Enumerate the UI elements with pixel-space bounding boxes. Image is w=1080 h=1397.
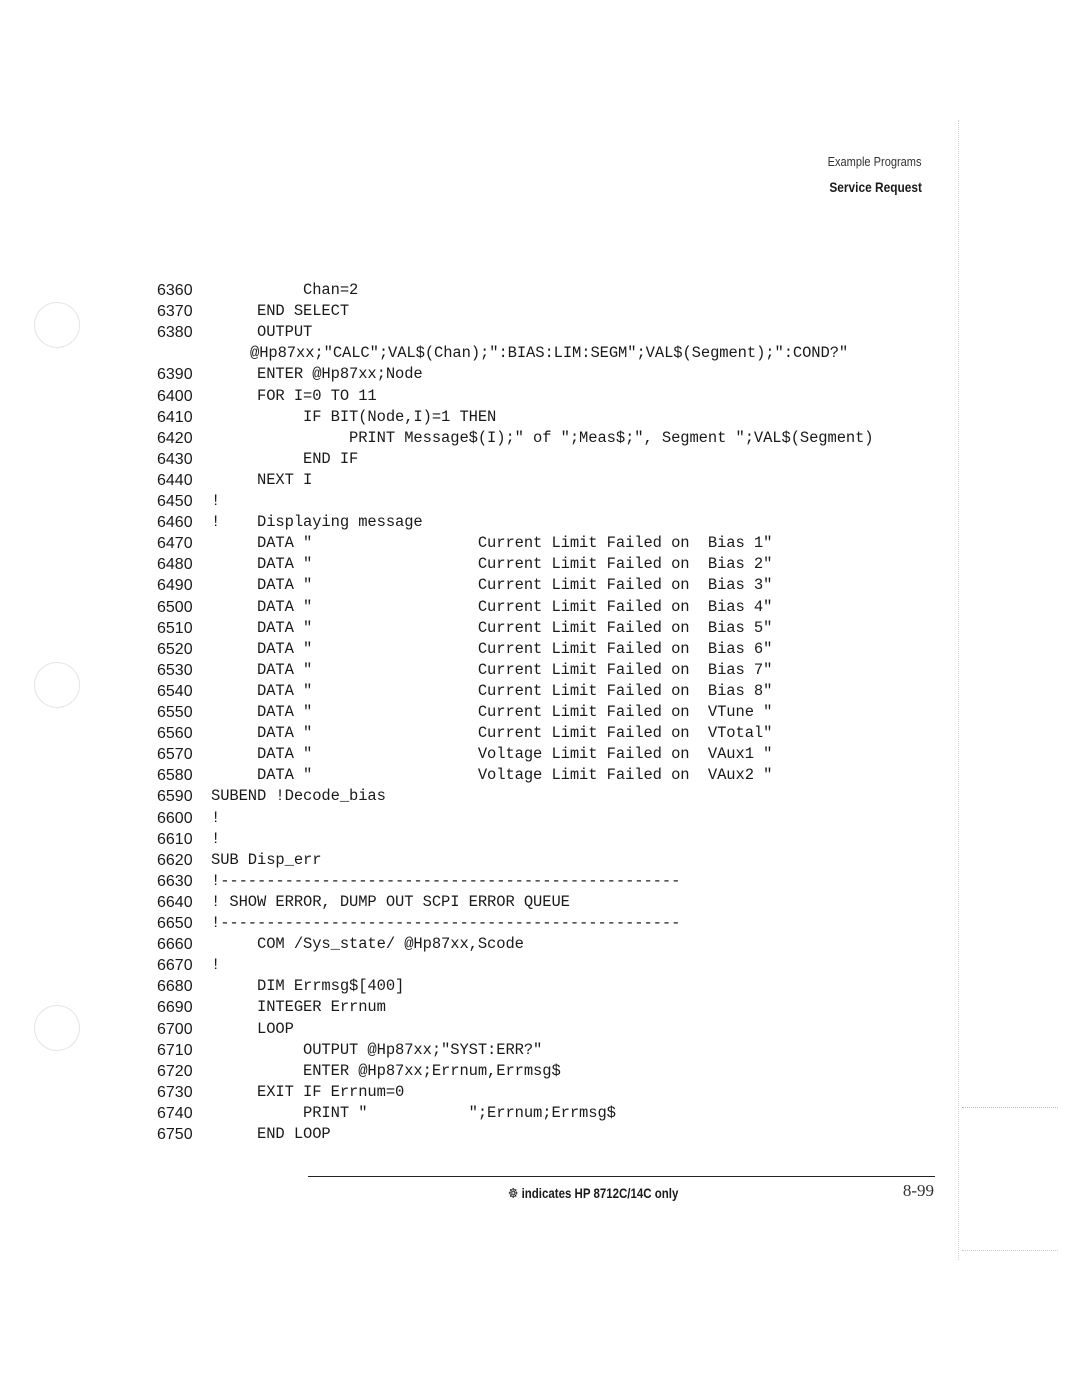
line-number: 6460 <box>157 514 193 532</box>
line-number: 6630 <box>157 872 193 890</box>
footer-note-text: indicates HP 8712C/14C only <box>521 1185 679 1201</box>
code-text: DATA " Voltage Limit Failed on VAux1 " <box>211 745 773 764</box>
footer-rule <box>308 1176 935 1177</box>
line-number: 6410 <box>157 408 193 426</box>
code-text: COM /Sys_state/ @Hp87xx,Scode <box>211 935 524 954</box>
line-number: 6480 <box>157 556 193 574</box>
code-text: ! Displaying message <box>211 513 423 532</box>
code-text: ENTER @Hp87xx;Node <box>211 365 423 384</box>
line-number: 6430 <box>157 450 193 468</box>
code-text: OUTPUT @Hp87xx;"SYST:ERR?" <box>211 1040 543 1059</box>
page-edge-rule <box>958 120 959 1260</box>
line-number: 6710 <box>157 1041 193 1059</box>
code-text: FOR I=0 TO 11 <box>211 386 377 405</box>
code-text: !-------------------------------------------------- <box>211 914 681 932</box>
line-number: 6640 <box>157 893 193 911</box>
hp-8712c-14c-icon: ☸ <box>508 1185 519 1201</box>
code-text: DATA " Current Limit Failed on Bias 6" <box>211 639 773 658</box>
code-text: ! <box>211 492 221 510</box>
punch-hole <box>34 302 80 348</box>
line-number: 6530 <box>157 661 193 679</box>
line-number: 6730 <box>157 1083 193 1101</box>
code-text: PRINT " ";Errnum;Errmsg$ <box>211 1103 616 1122</box>
line-number: 6550 <box>157 704 193 721</box>
code-text: OUTPUT <box>211 323 313 342</box>
line-number: 6590 <box>157 788 193 806</box>
code-text: END IF <box>211 449 359 468</box>
line-number: 6560 <box>157 725 193 743</box>
code-text: ! <box>211 829 221 848</box>
code-text: END LOOP <box>211 1125 331 1143</box>
line-number: 6660 <box>157 936 193 954</box>
code-text: LOOP <box>211 1019 294 1038</box>
punch-hole <box>34 1005 80 1051</box>
line-number: 6490 <box>157 577 193 595</box>
line-number: 6400 <box>157 387 193 405</box>
line-number: 6390 <box>157 366 193 384</box>
line-number: 6520 <box>157 640 193 658</box>
code-text: SUBEND !Decode_bias <box>211 787 386 806</box>
code-text: DATA " Current Limit Failed on VTotal" <box>211 724 773 743</box>
page-number: 8-99 <box>902 1181 934 1200</box>
line-number: 6670 <box>157 957 193 975</box>
line-number: 6600 <box>157 809 193 827</box>
line-number: 6500 <box>157 598 193 616</box>
line-number: 6510 <box>157 619 193 637</box>
line-number: 6690 <box>157 999 193 1017</box>
code-text: DATA " Voltage Limit Failed on VAux2 " <box>211 766 773 785</box>
line-number: 6440 <box>157 471 193 489</box>
code-text: SUB Disp_err <box>211 850 322 869</box>
code-text: ! <box>211 956 221 975</box>
code-text: DATA " Current Limit Failed on Bias 7" <box>211 660 773 679</box>
tab-mark <box>962 1250 1058 1251</box>
code-text: DATA " Current Limit Failed on Bias 8" <box>211 681 773 700</box>
code-text: DATA " Current Limit Failed on Bias 5" <box>211 618 773 637</box>
code-text: EXIT IF Errnum=0 <box>211 1082 405 1101</box>
line-number: 6620 <box>157 851 193 869</box>
line-number: 6540 <box>157 682 193 700</box>
line-number: 6370 <box>157 303 193 321</box>
line-number: 6610 <box>157 830 193 848</box>
code-text: DATA " Current Limit Failed on Bias 3" <box>211 576 773 595</box>
header-subsection-title: Service Request <box>829 179 922 195</box>
line-number: 6750 <box>157 1126 193 1143</box>
line-number: 6700 <box>157 1020 193 1038</box>
code-text: DATA " Current Limit Failed on VTune " <box>211 703 773 721</box>
code-text: PRINT Message$(I);" of ";Meas$;", Segment ";VAL$(Segment) <box>211 428 874 447</box>
tab-mark <box>962 1107 1058 1108</box>
code-text: INTEGER Errnum <box>211 998 386 1017</box>
line-number: 6580 <box>157 767 193 785</box>
code-text: DATA " Current Limit Failed on Bias 4" <box>211 597 773 616</box>
footer-note <box>508 1185 678 1202</box>
punch-hole <box>34 662 80 708</box>
code-text: END SELECT <box>211 302 350 321</box>
header-section-title: Example Programs <box>828 154 922 169</box>
code-text: DATA " Current Limit Failed on Bias 1" <box>211 534 773 553</box>
code-text: @Hp87xx;"CALC";VAL$(Chan);":BIAS:LIM:SEGM";VAL$(Segment);":COND?" <box>250 344 849 363</box>
line-number: 6720 <box>157 1062 193 1080</box>
line-number: 6360 <box>157 282 193 299</box>
line-number: 6380 <box>157 324 193 342</box>
code-text: Chan=2 <box>211 281 359 299</box>
code-text: DATA " Current Limit Failed on Bias 2" <box>211 555 773 574</box>
code-text: NEXT I <box>211 470 313 489</box>
code-text: IF BIT(Node,I)=1 THEN <box>211 407 497 426</box>
code-text: DIM Errmsg$[400] <box>211 977 405 996</box>
code-text: !-------------------------------------------------- <box>211 871 681 890</box>
line-number: 6650 <box>157 915 193 932</box>
code-text: ! <box>211 808 221 827</box>
line-number: 6470 <box>157 535 193 553</box>
line-number: 6680 <box>157 978 193 996</box>
line-number: 6450 <box>157 493 193 510</box>
code-text: ENTER @Hp87xx;Errnum,Errmsg$ <box>211 1061 561 1080</box>
line-number: 6420 <box>157 429 193 447</box>
line-number: 6570 <box>157 746 193 764</box>
code-text: ! SHOW ERROR, DUMP OUT SCPI ERROR QUEUE <box>211 892 570 911</box>
line-number: 6740 <box>157 1104 193 1122</box>
